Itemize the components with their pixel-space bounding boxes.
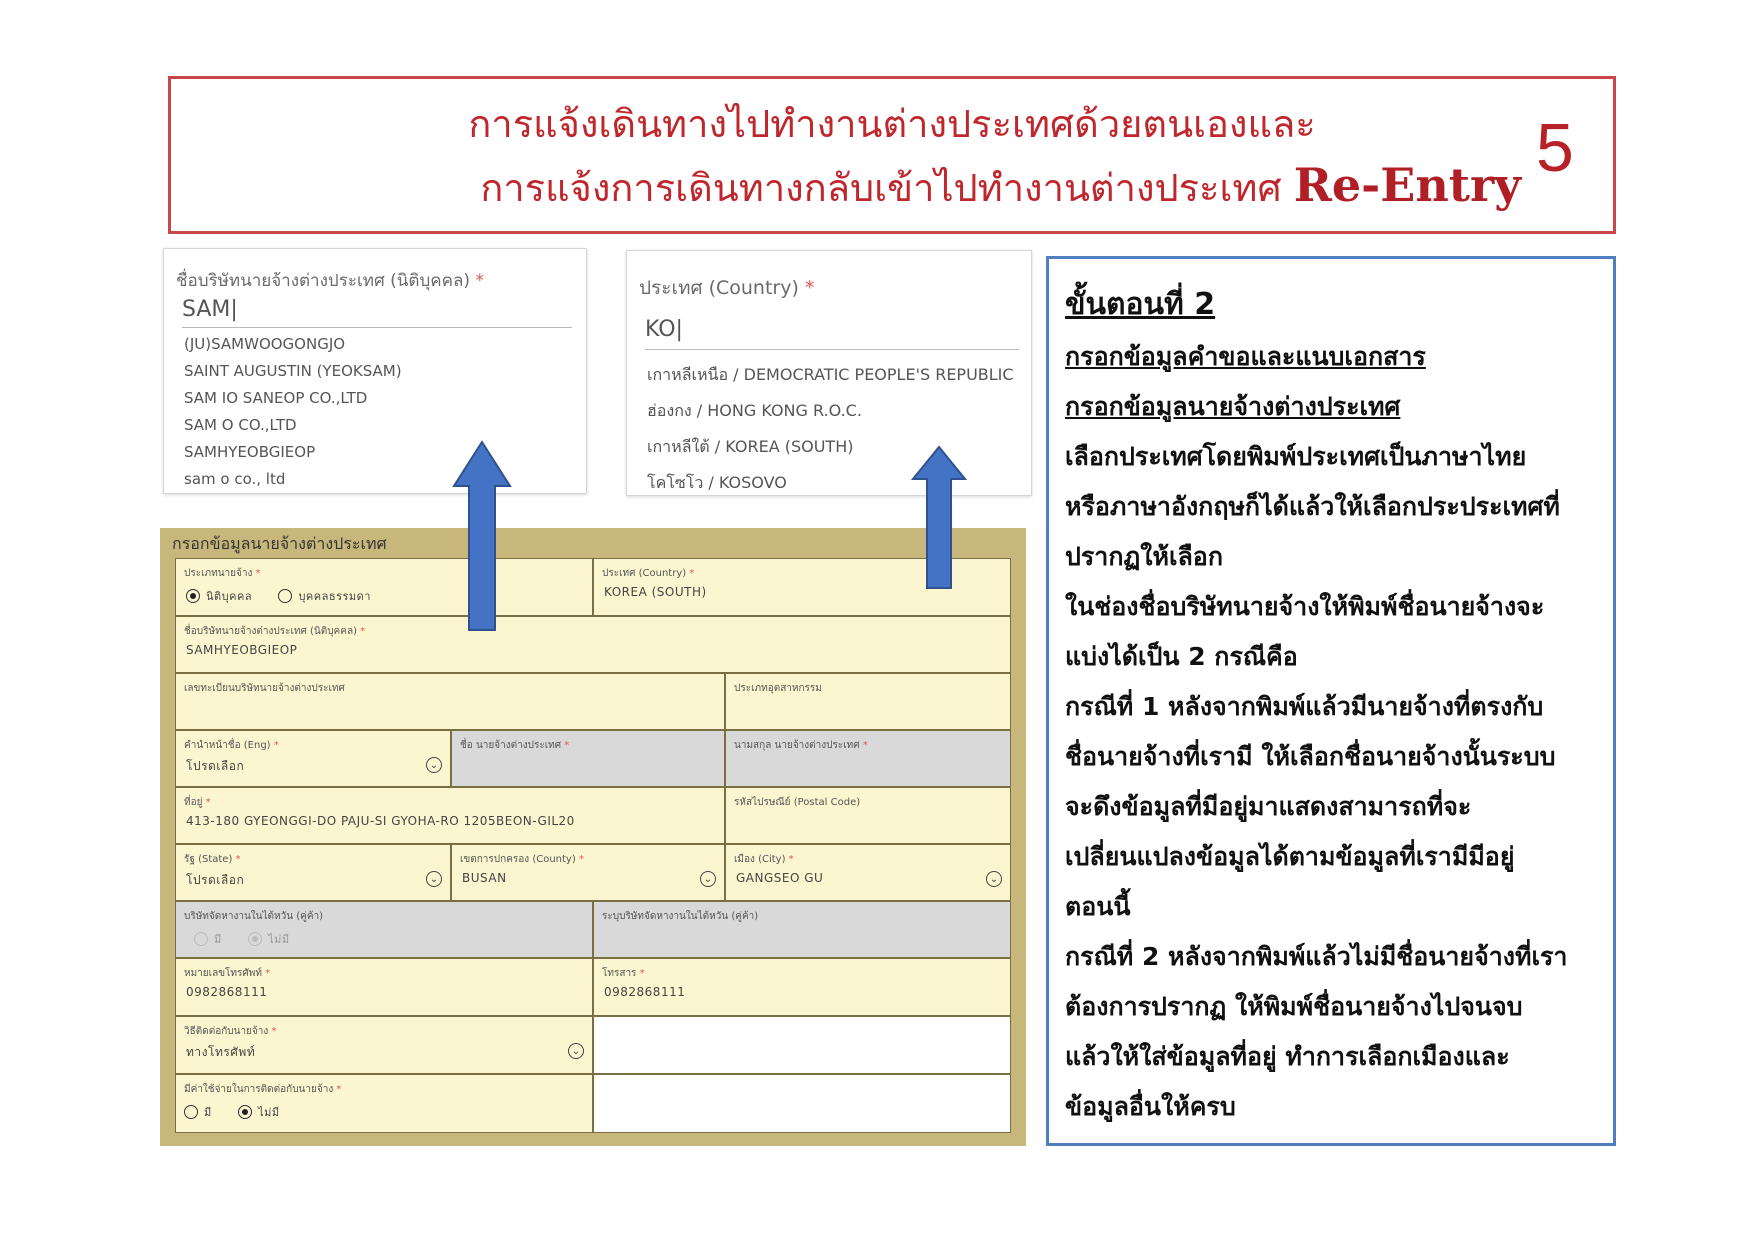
thai-agency-name-field[interactable]: ระบุบริษัทจัดหางานในไต้หวัน (คู่ค้า): [593, 901, 1011, 958]
name-prefix-select[interactable]: คำนำหน้าชื่อ (Eng) * โปรดเลือก ⌄: [175, 730, 451, 787]
instruction-line: แบ่งได้เป็น 2 กรณีคือ: [1065, 642, 1298, 671]
employer-option[interactable]: SAM O CO.,LTD: [184, 416, 297, 434]
state-select[interactable]: รัฐ (State) * โปรดเลือก ⌄: [175, 844, 451, 901]
title-line-2: [261, 157, 1521, 218]
title-re-entry: Re-Entry: [1293, 158, 1521, 212]
registration-no-field[interactable]: เลขทะเบียนบริษัทนายจ้างต่างประเทศ: [175, 673, 725, 730]
city-value: GANGSEO GU: [736, 871, 824, 885]
country-search-label: ประเทศ (Country) *: [639, 277, 815, 299]
country-search-input[interactable]: KO|: [645, 317, 1019, 350]
instruction-line: เปลี่ยนแปลงข้อมูลได้ตามข้อมูลที่เรามีมีอยู่: [1065, 842, 1515, 871]
phone-field[interactable]: หมายเลขโทรศัพท์ * 0982868111: [175, 958, 593, 1016]
employer-last-name-field[interactable]: นามสกุล นายจ้างต่างประเทศ *: [725, 730, 1011, 787]
name-prefix-value: โปรดเลือก: [186, 759, 245, 773]
instructions-heading: ขั้นตอนที่ 2: [1065, 287, 1216, 322]
employer-option[interactable]: SAINT AUGUSTIN (YEOKSAM): [184, 362, 402, 380]
fax-field[interactable]: โทรสาร * 0982868111: [593, 958, 1011, 1016]
empty-cell: [593, 1074, 1011, 1133]
up-arrow-icon: [911, 445, 967, 590]
instructions-subheading: กรอกข้อมูลคำขอและแนบเอกสาร: [1065, 342, 1426, 371]
chevron-down-icon[interactable]: ⌄: [568, 1043, 584, 1059]
title-line-1: การแจ้งเดินทางไปทำงานต่างประเทศด้วยตนเองและ: [468, 102, 1316, 146]
radio-icon[interactable]: [278, 589, 292, 603]
empty-cell: [593, 1016, 1011, 1074]
country-search-snippet: [626, 250, 1032, 496]
radio-icon[interactable]: [184, 1105, 198, 1119]
instruction-line: หรือภาษาอังกฤษก็ได้แล้วให้เลือกประประเทศที่: [1065, 492, 1560, 521]
company-name-value: SAMHYEOBGIEOP: [186, 643, 298, 657]
instruction-line: จะดึงข้อมูลที่มีอยู่มาแสดงสามารถที่จะ: [1065, 792, 1472, 821]
postal-code-field[interactable]: รหัสไปรษณีย์ (Postal Code): [725, 787, 1011, 844]
thai-agency-field: บริษัทจัดหางานในไต้หวัน (คู่ค้า) มี ไม่มี: [175, 901, 593, 958]
city-select[interactable]: เมือง (City) * GANGSEO GU ⌄: [725, 844, 1011, 901]
title-line-2-text: การแจ้งการเดินทางกลับเข้าไปทำงานต่างประเทศ: [480, 166, 1294, 210]
radio-icon[interactable]: [186, 589, 200, 603]
form-title: กรอกข้อมูลนายจ้างต่างประเทศ: [172, 534, 387, 553]
address-field[interactable]: ที่อยู่ * 413-180 GYEONGGI-DO PAJU-SI GYOHA-RO 1205BEON-GIL20: [175, 787, 725, 844]
country-option[interactable]: โคโซโว / KOSOVO: [647, 473, 787, 492]
employer-option[interactable]: sam o co., ltd: [184, 470, 286, 488]
country-value: KOREA (SOUTH): [604, 585, 707, 599]
instructions-subheading: กรอกข้อมูลนายจ้างต่างประเทศ: [1065, 392, 1401, 421]
employer-first-name-field[interactable]: ชื่อ นายจ้างต่างประเทศ *: [451, 730, 725, 787]
form-grid: [175, 558, 1011, 1133]
country-option[interactable]: เกาหลีใต้ / KOREA (SOUTH): [647, 437, 854, 456]
contact-method-value: ทางโทรศัพท์: [186, 1045, 256, 1059]
employer-form-panel: [160, 528, 1026, 1146]
radio-juristic-label[interactable]: นิติบุคคล: [206, 590, 253, 603]
chevron-down-icon[interactable]: ⌄: [986, 871, 1002, 887]
chevron-down-icon[interactable]: ⌄: [426, 871, 442, 887]
instructions-panel: [1046, 256, 1616, 1146]
employer-option[interactable]: SAMHYEOBGIEOP: [184, 443, 316, 461]
address-value: 413-180 GYEONGGI-DO PAJU-SI GYOHA-RO 1205BEON-GIL20: [186, 814, 575, 828]
contact-method-select[interactable]: วิธีติดต่อกับนายจ้าง * ทางโทรศัพท์ ⌄: [175, 1016, 593, 1074]
county-value: BUSAN: [462, 871, 507, 885]
instruction-line: เลือกประเทศโดยพิมพ์ประเทศเป็นภาษาไทย: [1065, 442, 1527, 471]
employer-search-snippet: [163, 248, 587, 494]
company-name-field[interactable]: ชื่อบริษัทนายจ้างต่างประเทศ (นิติบุคคล) * SAMHYEOBGIEOP: [175, 616, 1011, 673]
employer-search-label: ชื่อบริษัทนายจ้างต่างประเทศ (นิติบุคคล) *: [176, 271, 484, 291]
radio-natural-label[interactable]: บุคคลธรรมดา: [298, 590, 371, 603]
employer-option[interactable]: SAM IO SANEOP CO.,LTD: [184, 389, 368, 407]
step-number: 5: [1536, 110, 1574, 186]
instruction-line: ชื่อนายจ้างที่เรามี ให้เลือกชื่อนายจ้างนั้นระบบ: [1065, 742, 1556, 771]
country-option[interactable]: เกาหลีเหนือ / DEMOCRATIC PEOPLE'S REPUBLIC: [647, 365, 1014, 384]
title-banner: [168, 76, 1616, 234]
employer-type-field: ประเภทนายจ้าง * นิติบุคคล บุคคลธรรมดา: [175, 558, 593, 616]
instruction-line: ในช่องชื่อบริษัทนายจ้างให้พิมพ์ชื่อนายจ้างจะ: [1065, 592, 1545, 621]
county-select[interactable]: เขตการปกครอง (County) * BUSAN ⌄: [451, 844, 725, 901]
chevron-down-icon[interactable]: ⌄: [426, 757, 442, 773]
contact-expense-field: มีค่าใช้จ่ายในการติดต่อกับนายจ้าง * มี ไม่มี: [175, 1074, 593, 1133]
instruction-line: กรณีที่ 1 หลังจากพิมพ์แล้วมีนายจ้างที่ตรงกับ: [1065, 692, 1544, 721]
fax-value: 0982868111: [604, 985, 686, 999]
radio-icon[interactable]: [194, 932, 208, 946]
instruction-line: ตอนนี้: [1065, 892, 1131, 921]
radio-icon[interactable]: [248, 932, 262, 946]
radio-icon[interactable]: [238, 1105, 252, 1119]
up-arrow-icon: [452, 440, 512, 632]
instruction-line: ปรากฏให้เลือก: [1065, 542, 1223, 571]
industry-type-field[interactable]: ประเภทอุตสาหกรรม: [725, 673, 1011, 730]
instruction-line: แล้วให้ใส่ข้อมูลที่อยู่ ทำการเลือกเมืองและ: [1065, 1042, 1510, 1071]
state-value: โปรดเลือก: [186, 873, 245, 887]
instruction-line: กรณีที่ 2 หลังจากพิมพ์แล้วไม่มีชื่อนายจ้างที่เรา: [1065, 942, 1568, 971]
phone-value: 0982868111: [186, 985, 268, 999]
country-option[interactable]: ฮ่องกง / HONG KONG R.O.C.: [647, 401, 862, 420]
instruction-line: ต้องการปรากฏ ให้พิมพ์ชื่อนายจ้างไปจนจบ: [1065, 992, 1523, 1021]
instruction-line: ข้อมูลอื่นให้ครบ: [1065, 1092, 1236, 1121]
employer-search-input[interactable]: SAM|: [182, 297, 572, 328]
chevron-down-icon[interactable]: ⌄: [700, 871, 716, 887]
employer-option[interactable]: (JU)SAMWOOGONGJO: [184, 335, 346, 353]
country-field[interactable]: ประเทศ (Country) * KOREA (SOUTH): [593, 558, 1011, 616]
